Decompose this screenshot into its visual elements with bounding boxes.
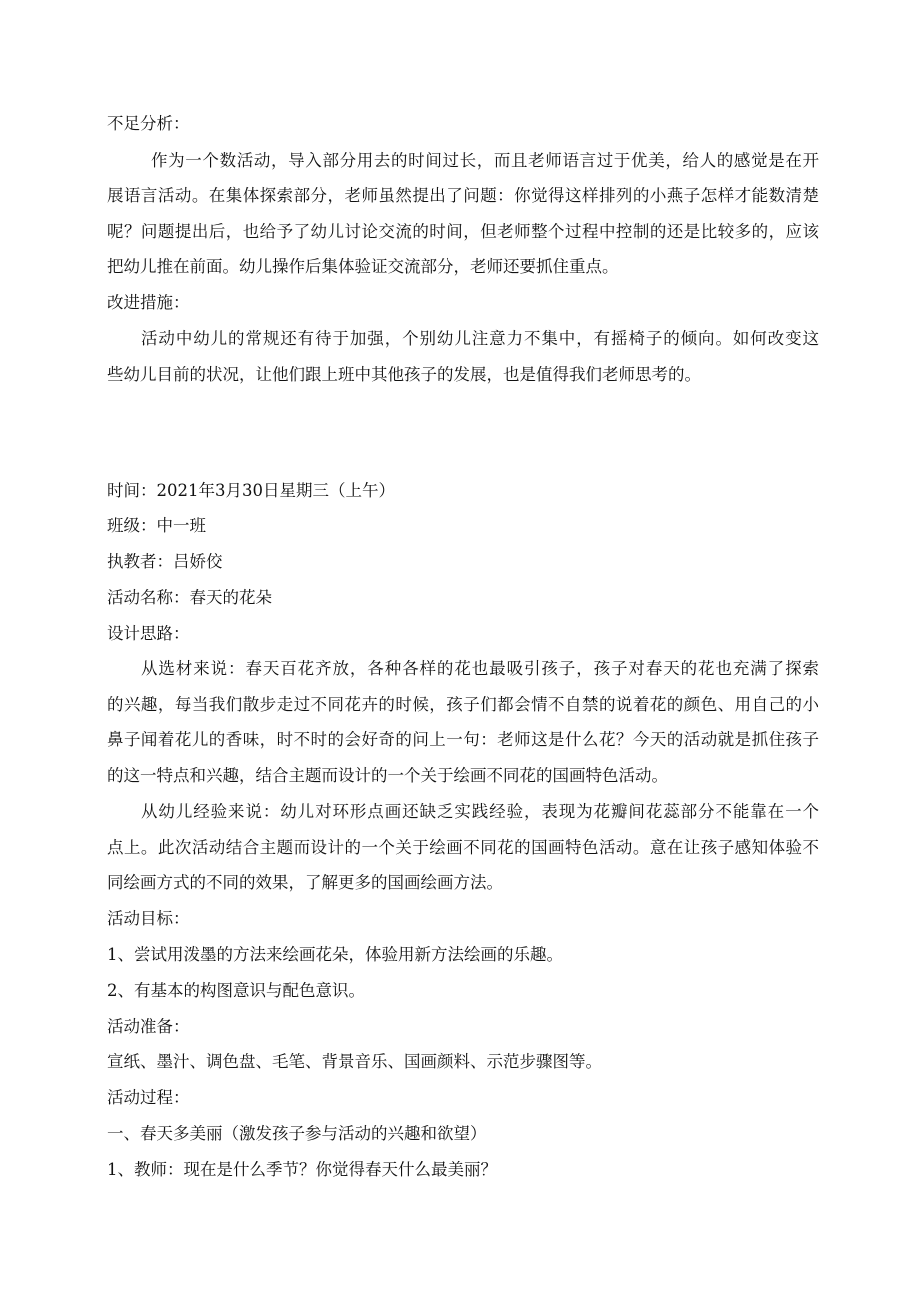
- lesson-teacher: 执教者：吕娇佼: [107, 552, 223, 571]
- goal-item: 2、有基本的构图意识与配色意识。: [107, 981, 365, 1000]
- design-heading: 设计思路：: [107, 624, 190, 643]
- design-para1-line: 的兴趣，每当我们散步走过不同花卉的时候，孩子们都会情不自禁的说着花的颜色、用自己的小: [107, 695, 819, 714]
- improve-line: 些幼儿目前的状况，让他们跟上班中其他孩子的发展，也是值得我们老师思考的。: [107, 365, 701, 384]
- analysis-heading: 不足分析：: [107, 114, 190, 133]
- design-para2-line: 从幼儿经验来说：幼儿对环形点画还缺乏实践经验，表现为花瓣间花蕊部分不能靠在一个: [141, 802, 819, 821]
- analysis-line: 作为一个数活动，导入部分用去的时间过长，而且老师语言过于优美，给人的感觉是在开: [151, 151, 819, 170]
- process-heading: 活动过程：: [107, 1088, 190, 1107]
- prep-text: 宣纸、墨汁、调色盘、毛笔、背景音乐、国画颜料、示范步骤图等。: [107, 1052, 602, 1071]
- improve-heading: 改进措施：: [107, 293, 190, 312]
- design-para2-line: 点上。此次活动结合主题而设计的一个关于绘画不同花的国画特色活动。意在让孩子感知体验不: [107, 838, 819, 857]
- design-para2-line: 同绘画方式的不同的效果，了解更多的国画绘画方法。: [107, 873, 503, 892]
- lesson-class: 班级：中一班: [107, 516, 206, 535]
- goal-item: 1、尝试用泼墨的方法来绘画花朵，体验用新方法绘画的乐趣。: [107, 945, 563, 964]
- analysis-line: 展语言活动。在集体探索部分，老师虽然提出了问题：你觉得这样排列的小燕子怎样才能数清楚: [107, 186, 819, 205]
- process-question: 1、教师：现在是什么季节？你觉得春天什么最美丽？: [107, 1160, 497, 1179]
- process-step: 一、春天多美丽（激发孩子参与活动的兴趣和欲望）: [107, 1124, 487, 1143]
- analysis-line: 把幼儿推在前面。幼儿操作后集体验证交流部分，老师还要抓住重点。: [107, 257, 619, 276]
- lesson-time: 时间：2021年3月30日星期三（上午）: [107, 481, 395, 500]
- design-para1-line: 鼻子闻着花儿的香味，时不时的会好奇的问上一句：老师这是什么花？今天的活动就是抓住孩子: [107, 730, 819, 749]
- analysis-line: 呢？问题提出后，也给予了幼儿讨论交流的时间，但老师整个过程中控制的还是比较多的，应该: [107, 222, 819, 241]
- improve-line: 活动中幼儿的常规还有待于加强，个别幼儿注意力不集中，有摇椅子的倾向。如何改变这: [141, 329, 819, 348]
- prep-heading: 活动准备：: [107, 1017, 190, 1036]
- goals-heading: 活动目标：: [107, 909, 190, 928]
- lesson-activity-name: 活动名称：春天的花朵: [107, 588, 272, 607]
- design-para1-line: 从选材来说：春天百花齐放，各种各样的花也最吸引孩子，孩子对春天的花也充满了探索: [141, 659, 819, 678]
- design-para1-line: 的这一特点和兴趣，结合主题而设计的一个关于绘画不同花的国画特色活动。: [107, 766, 668, 785]
